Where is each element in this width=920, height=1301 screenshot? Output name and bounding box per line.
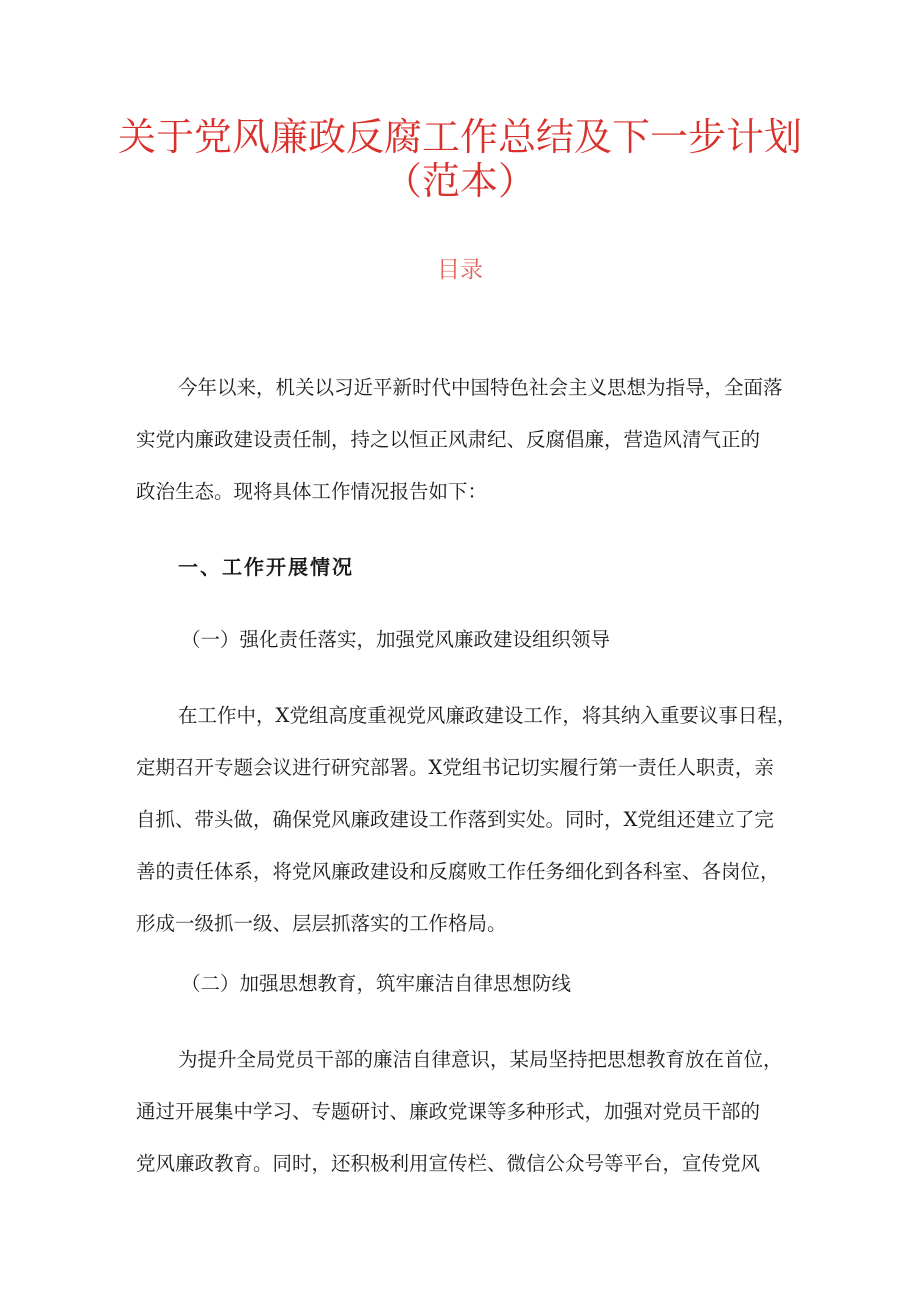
sub1-line-3: 自抓、带头做，确保党风廉政建设工作落到实处。同时，X党组还建立了完 [136, 808, 774, 831]
sub2-line-3: 党风廉政教育。同时，还积极利用宣传栏、微信公众号等平台，宣传党风 [136, 1152, 761, 1175]
sub1-line-4: 善的责任体系，将党风廉政建设和反腐败工作任务细化到各科室、各岗位， [136, 860, 780, 883]
intro-line-2: 实党内廉政建设责任制，持之以恒正风肃纪、反腐倡廉，营造风清气正的 [136, 428, 761, 451]
subsection1-heading: （一）强化责任落实，加强党风廉政建设组织领导 [181, 628, 611, 651]
intro-line-1: 今年以来，机关以习近平新时代中国特色社会主义思想为指导，全面落 [178, 376, 783, 399]
sub1-line-2: 定期召开专题会议进行研究部署。X党组书记切实履行第一责任人职责，亲 [136, 756, 774, 779]
sub1-line-5: 形成一级抓一级、层层抓落实的工作格局。 [136, 912, 507, 935]
subsection1-paragraph [136, 690, 803, 950]
sub2-line-1: 为提升全局党员干部的廉洁自律意识，某局坚持把思想教育放在首位， [178, 1048, 783, 1071]
section1-heading: 一、工作开展情况 [178, 555, 354, 579]
subsection2-heading: （二）加强思想教育，筑牢廉洁自律思想防线 [181, 972, 572, 995]
sub1-line-1: 在工作中，X党组高度重视党风廉政建设工作，将其纳入重要议事日程， [178, 704, 797, 727]
document-title-line2: （范本） [383, 159, 536, 203]
toc-heading: 目录 [437, 257, 483, 283]
document-title-line1: 关于党风廉政反腐工作总结及下一步计划 [117, 115, 802, 159]
intro-line-3: 政治生态。现将具体工作情况报告如下： [136, 480, 488, 503]
sub2-line-2: 通过开展集中学习、专题研讨、廉政党课等多种形式，加强对党员干部的 [136, 1100, 761, 1123]
subsection2-paragraph [136, 1034, 803, 1190]
intro-paragraph [136, 362, 803, 518]
